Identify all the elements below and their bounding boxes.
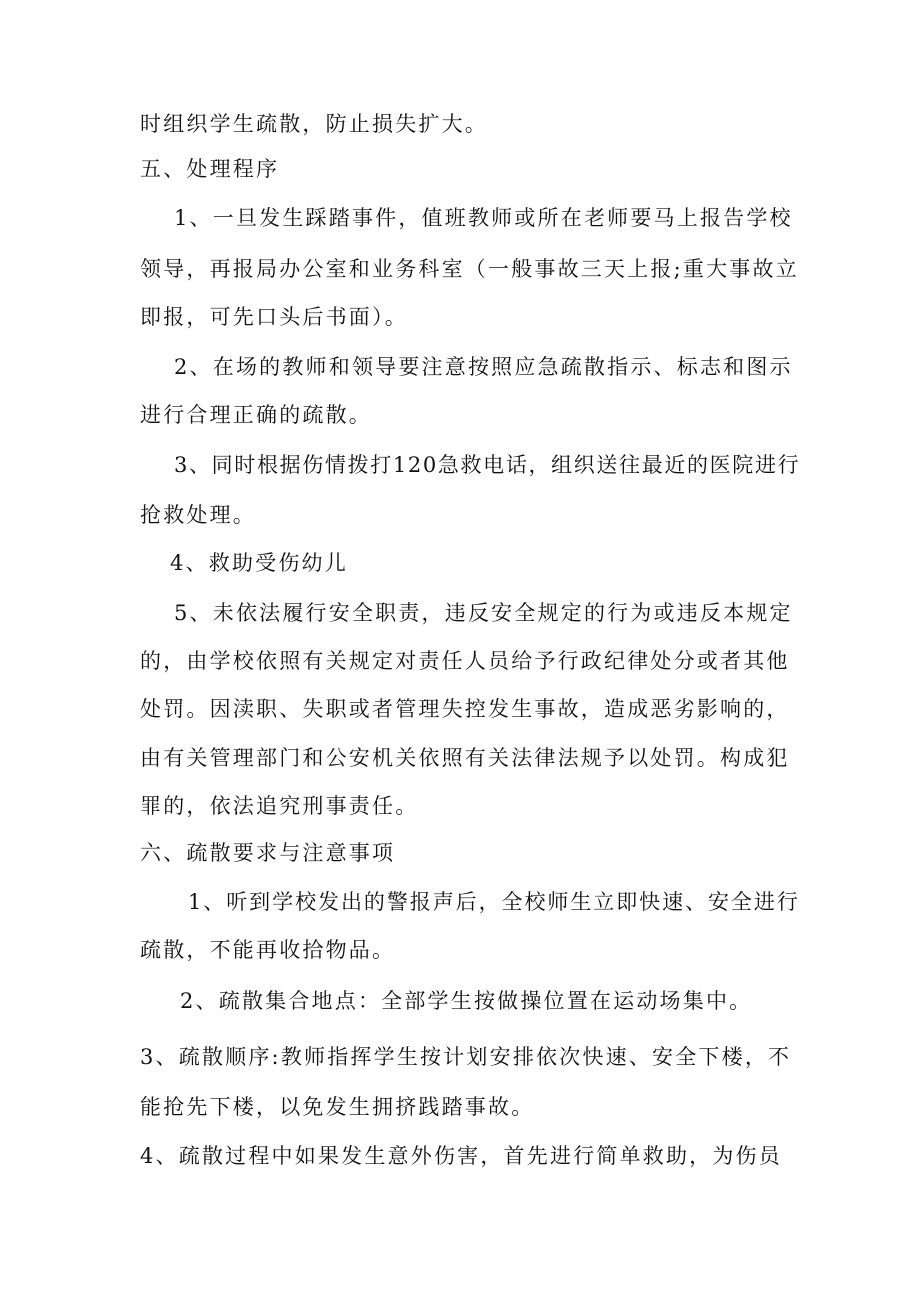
paragraph-line: 处罚。因渎职、失职或者管理失控发生事故，造成恶劣影响的， [140,697,790,721]
paragraph-line: 2、疏散集合地点：全部学生按做操位置在运动场集中。 [180,989,753,1013]
paragraph-line: 3、同时根据伤情拨打120急救电话，组织送往最近的医院进行 [174,453,801,477]
paragraph-line: 即报，可先口头后书面）。 [140,305,408,329]
paragraph-line: 1、听到学校发出的警报声后，全校师生立即快速、安全进行 [188,890,800,914]
paragraph-line: 罪的，依法追究刑事责任。 [140,794,419,818]
paragraph-line: 4、救助受伤幼儿 [170,551,348,575]
paragraph-line: 5、未依法履行安全职责，违反安全规定的行为或违反本规定 [174,601,793,625]
paragraph-line: 4、疏散过程中如果发生意外伤害，首先进行简单救助，为伤员 [140,1144,782,1168]
section-heading-5: 五、处理程序 [140,157,280,181]
paragraph-line: 进行合理正确的疏散。 [140,403,372,427]
paragraph-line: 时组织学生疏散，防止损失扩大。 [140,112,488,136]
paragraph-line: 抢救处理。 [140,503,256,527]
paragraph-line: 领导，再报局办公室和业务科室（一般事故三天上报;重大事故立 [140,257,799,281]
paragraph-line: 的，由学校依照有关规定对责任人员给予行政纪律处分或者其他 [140,649,790,673]
paragraph-line: 2、在场的教师和领导要注意按照应急疏散指示、标志和图示 [174,355,793,379]
paragraph-line: 能抢先下楼，以免发生拥挤践踏事故。 [140,1095,535,1119]
section-heading-6: 六、疏散要求与注意事项 [140,841,396,865]
paragraph-line: 3、疏散顺序:教师指挥学生按计划安排依次快速、安全下楼，不 [140,1045,792,1069]
paragraph-line: 1、一旦发生踩踏事件，值班教师或所在老师要马上报告学校 [174,206,793,230]
paragraph-line: 由有关管理部门和公安机关依照有关法律法规予以处罚。构成犯 [140,746,790,770]
paragraph-line: 疏散，不能再收拾物品。 [140,938,396,962]
